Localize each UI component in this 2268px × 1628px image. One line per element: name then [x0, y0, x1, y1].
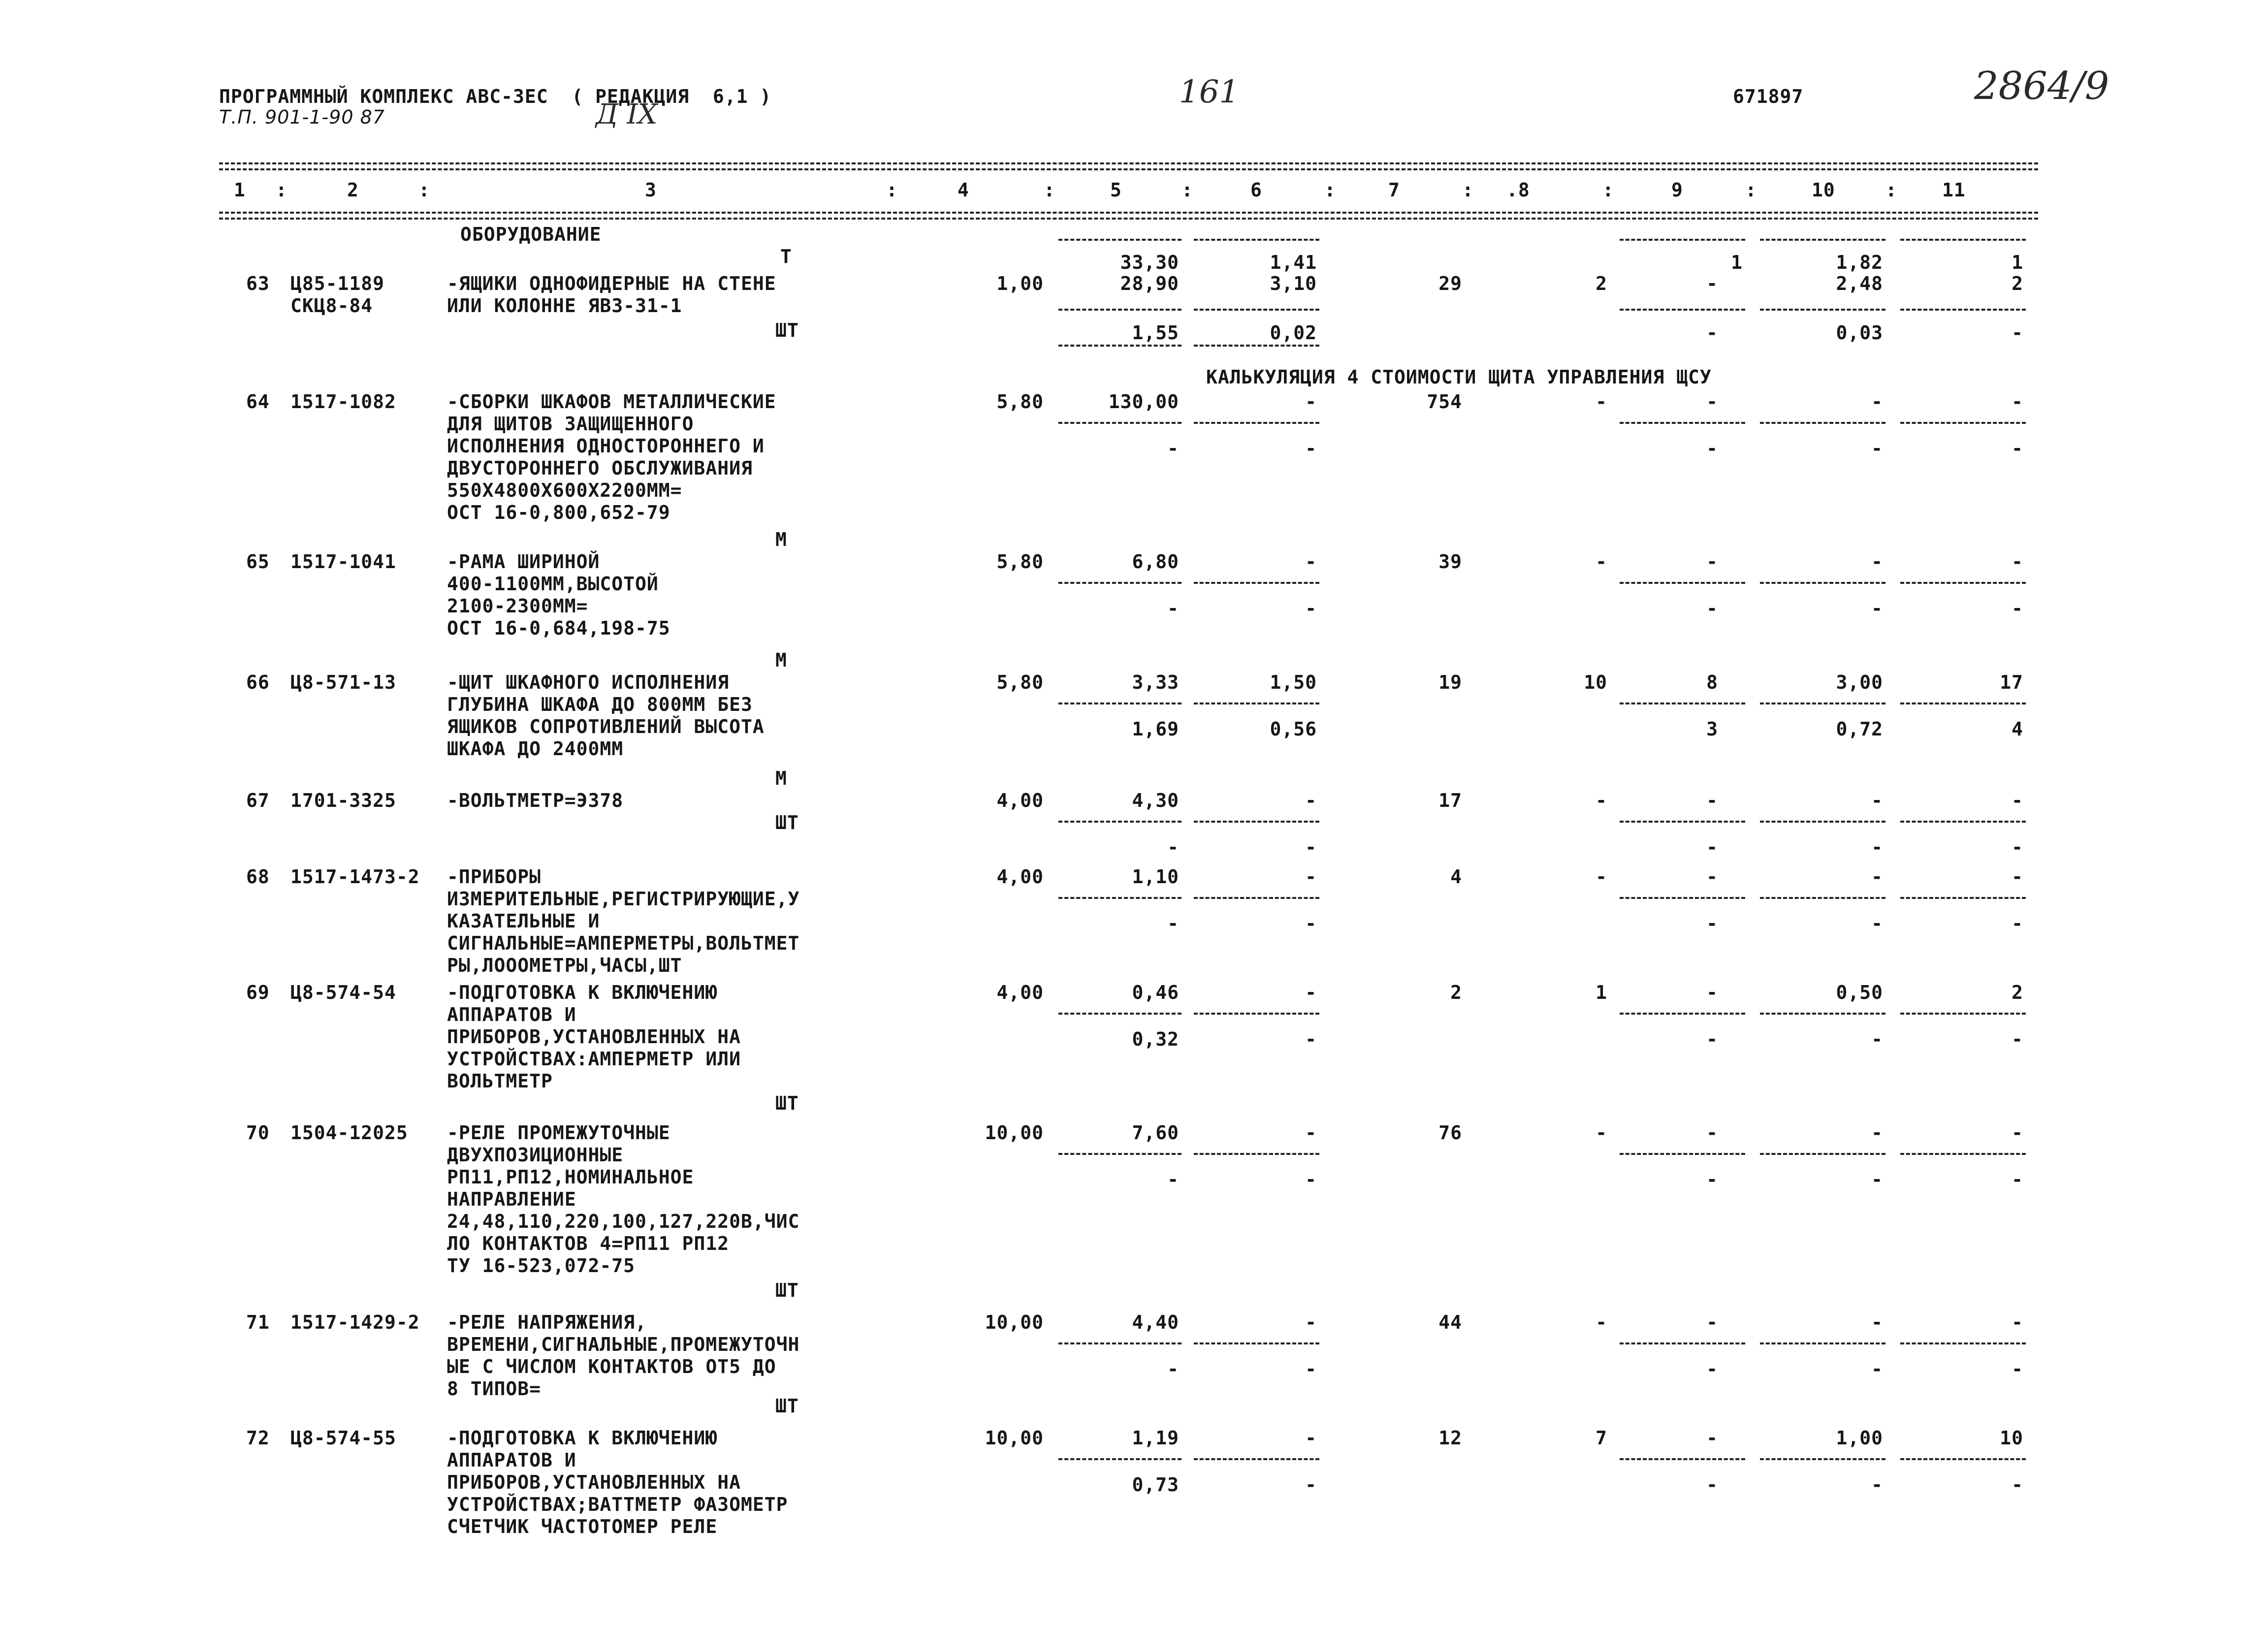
seg [1620, 1013, 1745, 1015]
cell-c5: 4,40 [1132, 1311, 1179, 1333]
cell-c5-sub: - [1167, 836, 1179, 858]
cell-c9: - [1706, 391, 1718, 413]
cell-c5-sub: - [1167, 438, 1179, 459]
seg [1900, 1013, 2026, 1015]
cell-c9-sub: - [1706, 322, 1718, 344]
cell-c5: 1,10 [1132, 866, 1179, 888]
row-desc: ГЛУБИНА ШКАФА ДО 800ММ БЕЗ [447, 694, 753, 715]
seg [1900, 821, 2026, 823]
row-desc: ЯЩИКОВ СОПРОТИВЛЕНИЙ ВЫСОТА [447, 716, 765, 737]
seg [1620, 1153, 1745, 1155]
row-desc: ДЛЯ ЩИТОВ ЗАЩИЩЕННОГО [447, 413, 694, 435]
cell-c10-sub: - [1871, 1028, 1883, 1050]
header-rule-top [219, 162, 2038, 164]
row-desc: ШКАФА ДО 2400ММ [447, 738, 624, 760]
cell-c11-sub: - [2012, 1474, 2023, 1496]
row-desc: ИЛИ КОЛОННЕ ЯВЗ-31-1 [447, 295, 682, 317]
cell-c6: 1,50 [1270, 671, 1317, 693]
cell-c8: - [1596, 391, 1607, 413]
seg [1058, 1342, 1182, 1344]
seg [1194, 702, 1319, 704]
col-sep: : [886, 179, 898, 201]
cell-c6: - [1305, 391, 1317, 413]
cell-c10-sub: - [1871, 598, 1883, 619]
cell-c6: - [1305, 1311, 1317, 1333]
cell-c5-sub: 0,73 [1132, 1474, 1179, 1496]
cell-c11: - [2012, 866, 2023, 888]
cell-c5-sub: 1,55 [1132, 322, 1179, 344]
row-code: 1517-1429-2 [290, 1311, 420, 1333]
row-code: Ц8-574-54 [290, 982, 396, 1003]
cell-c10: 2,48 [1836, 273, 1883, 294]
cell-c11: - [2012, 790, 2023, 811]
header-rule-bottom [219, 212, 2038, 214]
cell-qty: 4,00 [996, 866, 1044, 888]
cell-c11-sub: - [2012, 438, 2023, 459]
header-rule-bottom-2 [219, 218, 2038, 220]
cell-c9: - [1706, 1427, 1718, 1449]
seg [1058, 1458, 1182, 1460]
row-code: Ц8-571-13 [290, 671, 396, 693]
row-code: Ц85-1189 [290, 273, 385, 294]
row-desc: ВРЕМЕНИ,СИГНАЛЬНЫЕ,ПРОМЕЖУТОЧН [447, 1334, 800, 1355]
seg [1058, 582, 1182, 584]
row-desc: КАЗАТЕЛЬНЫЕ И [447, 910, 600, 932]
row-desc: -РАМА ШИРИНОЙ [447, 551, 600, 573]
col-sep: : [276, 179, 287, 201]
seg [1760, 897, 1885, 899]
row-desc: ЛО КОНТАКТОВ 4=РП11 РП12 [447, 1233, 730, 1254]
row-code: 1517-1082 [290, 391, 396, 413]
cell-c6: - [1305, 982, 1317, 1003]
seg [1900, 582, 2026, 584]
col-sep: : [1044, 179, 1055, 201]
cell-c6-sub: - [1305, 598, 1317, 619]
cell-c7: 76 [1438, 1122, 1462, 1144]
cell-c6: - [1305, 1122, 1317, 1144]
row-desc: 550Х4800Х600Х2200ММ= [447, 479, 682, 501]
row-desc: -ПРИБОРЫ [447, 866, 542, 888]
cell-qty: 5,80 [996, 671, 1044, 693]
cell-c6-sub: - [1305, 1028, 1317, 1050]
cell-c7: 4 [1450, 866, 1462, 888]
cell-c7: 2 [1450, 982, 1462, 1003]
cell-c10-sub: - [1871, 1358, 1883, 1380]
seg [1194, 422, 1319, 424]
cell-c5-sub: - [1167, 1358, 1179, 1380]
row-code: 1701-3325 [290, 790, 396, 811]
cell-c6-sub: 0,02 [1270, 322, 1317, 344]
row-number: 72 [246, 1427, 270, 1449]
row-desc: ПРИБОРОВ,УСТАНОВЛЕННЫХ НА [447, 1026, 741, 1048]
seg [1620, 582, 1745, 584]
row-desc: НАПРАВЛЕНИЕ [447, 1188, 576, 1210]
seg [1900, 1458, 2026, 1460]
cell-c10-sub: 0,03 [1836, 322, 1883, 344]
cell-qty: 1,00 [996, 273, 1044, 294]
seg [1760, 239, 1885, 241]
seg [1620, 897, 1745, 899]
cell-c9-sub: 3 [1706, 718, 1718, 740]
row-desc: -ЩИТ ШКАФНОГО ИСПОЛНЕНИЯ [447, 671, 730, 693]
row-desc: ДВУХПОЗИЦИОННЫЕ [447, 1144, 624, 1166]
seg [1620, 1458, 1745, 1460]
cell-c5: 6,80 [1132, 551, 1179, 573]
cell-c11: 10 [2000, 1427, 2023, 1449]
header-rule-top-2 [219, 168, 2038, 170]
row-number: 71 [246, 1311, 270, 1333]
cell-c10-sub: - [1871, 1169, 1883, 1190]
cell-qty: 4,00 [996, 790, 1044, 811]
cell-c6: - [1305, 790, 1317, 811]
cell-c11-sub: - [2012, 913, 2023, 934]
row-desc: ПРИБОРОВ,УСТАНОВЛЕННЫХ НА [447, 1471, 741, 1493]
sheet-mark: 2864/9 [1974, 64, 2109, 108]
cell-c11-sub: - [2012, 598, 2023, 619]
cell-c9: - [1706, 1311, 1718, 1333]
cell-qty: 5,80 [996, 551, 1044, 573]
seg [1900, 702, 2026, 704]
cell-c11-sub: - [2012, 836, 2023, 858]
row-unit: М [775, 649, 787, 671]
cell-c9: 8 [1706, 671, 1718, 693]
cell-c5-sub: - [1167, 1169, 1179, 1190]
seg [1058, 239, 1182, 241]
seg [1760, 1013, 1885, 1015]
row-desc: 8 ТИПОВ= [447, 1378, 542, 1400]
cell-c6-sub: - [1305, 913, 1317, 934]
cell-c11-sub: - [2012, 1358, 2023, 1380]
seg [1194, 897, 1319, 899]
row-number: 67 [246, 790, 270, 811]
project-number: Т.П. 901-1-90 87 [219, 106, 385, 128]
cell-c8: - [1596, 866, 1607, 888]
cell-c5: 1,19 [1132, 1427, 1179, 1449]
row-desc: ТУ 16-523,072-75 [447, 1255, 636, 1277]
cell-c5-sub: 1,69 [1132, 718, 1179, 740]
row-desc: -РЕЛЕ ПРОМЕЖУТОЧНЫЕ [447, 1122, 671, 1144]
cell-c6: 3,10 [1270, 273, 1317, 294]
cell-c6: - [1305, 551, 1317, 573]
cell-c10: 1,00 [1836, 1427, 1883, 1449]
seg [1194, 1458, 1319, 1460]
col-3: 3 [645, 179, 657, 201]
cell-c10-sub: - [1871, 836, 1883, 858]
cell-c9-sub: - [1706, 1169, 1718, 1190]
row-number: 65 [246, 551, 270, 573]
col-6: 6 [1250, 179, 1262, 201]
cell-c10: - [1871, 391, 1883, 413]
cell-c9-top: 1 [1731, 252, 1743, 273]
cell-c5: 3,33 [1132, 671, 1179, 693]
cell-c6-sub: - [1305, 836, 1317, 858]
cell-c8: - [1596, 551, 1607, 573]
seg [1194, 582, 1319, 584]
cell-c5: 130,00 [1108, 391, 1179, 413]
cell-c6-sub: - [1305, 438, 1317, 459]
seg [1620, 702, 1745, 704]
row-desc: 2100-2300ММ= [447, 595, 588, 617]
row-unit: ШТ [775, 1092, 799, 1114]
cell-c8: - [1596, 1122, 1607, 1144]
row-code: 1517-1041 [290, 551, 396, 573]
cell-c11: - [2012, 1311, 2023, 1333]
cell-c10: 0,50 [1836, 982, 1883, 1003]
row-code: Ц8-574-55 [290, 1427, 396, 1449]
seg [1760, 821, 1885, 823]
col-10: 10 [1812, 179, 1835, 201]
seg [1194, 1013, 1319, 1015]
seg [1900, 897, 2026, 899]
row-desc: УСТРОЙСТВАХ:АМПЕРМЕТР ИЛИ [447, 1048, 741, 1070]
calculation-note: КАЛЬКУЛЯЦИЯ 4 СТОИМОСТИ ЩИТА УПРАВЛЕНИЯ ЩСУ [1206, 366, 1712, 388]
cell-c5: 4,30 [1132, 790, 1179, 811]
col-4: 4 [958, 179, 969, 201]
cell-c9: - [1706, 1122, 1718, 1144]
cell-qty: 4,00 [996, 982, 1044, 1003]
cell-c8: 1 [1596, 982, 1607, 1003]
cell-c9-sub: - [1706, 598, 1718, 619]
unit-prefix: Т [780, 246, 792, 267]
seg [1620, 821, 1745, 823]
cell-c9: - [1706, 551, 1718, 573]
cell-c6-sub: - [1305, 1358, 1317, 1380]
row-unit: М [775, 529, 787, 550]
seg [1760, 1342, 1885, 1344]
seg [1760, 582, 1885, 584]
row-desc: -ВОЛЬТМЕТР=Э378 [447, 790, 624, 811]
cell-c10: - [1871, 551, 1883, 573]
cell-c9: - [1706, 273, 1718, 294]
row-desc: -СБОРКИ ШКАФОВ МЕТАЛЛИЧЕСКИЕ [447, 391, 776, 413]
seg [1058, 345, 1182, 347]
row-desc: -РЕЛЕ НАПРЯЖЕНИЯ, [447, 1311, 647, 1333]
col-8: .8 [1506, 179, 1530, 201]
seg [1058, 702, 1182, 704]
seg [1194, 821, 1319, 823]
handwritten-mark: Д IX [596, 98, 658, 130]
row-desc: ДВУСТОРОННЕГО ОБСЛУЖИВАНИЯ [447, 457, 753, 479]
row-desc: АППАРАТОВ И [447, 1449, 576, 1471]
seg [1620, 239, 1745, 241]
seg [1058, 1013, 1182, 1015]
cell-c11: - [2012, 391, 2023, 413]
cell-c7: 44 [1438, 1311, 1462, 1333]
cell-c11-top: 1 [2012, 252, 2023, 273]
row-unit: ШТ [775, 319, 799, 341]
cell-c8: 7 [1596, 1427, 1607, 1449]
cell-qty: 5,80 [996, 391, 1044, 413]
row-desc: АППАРАТОВ И [447, 1004, 576, 1025]
col-sep: : [1324, 179, 1336, 201]
document-code: 671897 [1733, 86, 1804, 107]
seg [1900, 239, 2026, 241]
seg [1058, 309, 1182, 311]
cell-c9: - [1706, 790, 1718, 811]
seg [1058, 422, 1182, 424]
cell-c10-sub: - [1871, 438, 1883, 459]
seg [1058, 1153, 1182, 1155]
cell-c11: - [2012, 1122, 2023, 1144]
row-number: 66 [246, 671, 270, 693]
cell-c10: 3,00 [1836, 671, 1883, 693]
page-number: 161 [1179, 74, 1240, 110]
cell-c10-top: 1,82 [1836, 252, 1883, 273]
cell-c7: 19 [1438, 671, 1462, 693]
row-number: 64 [246, 391, 270, 413]
row-desc: -ЯЩИКИ ОДНОФИДЕРНЫЕ НА СТЕНЕ [447, 273, 776, 294]
row-unit: ШТ [775, 1279, 799, 1301]
row-desc: 400-1100ММ,ВЫСОТОЙ [447, 573, 659, 595]
row-unit: ШТ [775, 812, 799, 833]
row-desc: РП11,РП12,НОМИНАЛЬНОЕ [447, 1166, 694, 1188]
seg [1760, 422, 1885, 424]
cell-c6: - [1305, 866, 1317, 888]
row-unit: ШТ [775, 1395, 799, 1417]
row-desc: ВОЛЬТМЕТР [447, 1070, 553, 1092]
col-sep: : [1885, 179, 1897, 201]
cell-c6-sub: 0,56 [1270, 718, 1317, 740]
cell-c5: 0,46 [1132, 982, 1179, 1003]
cell-c5: 7,60 [1132, 1122, 1179, 1144]
cell-c11: 2 [2012, 273, 2023, 294]
row-desc: СЧЕТЧИК ЧАСТОТОМЕР РЕЛЕ [447, 1516, 718, 1537]
section-heading: ОБОРУДОВАНИЕ [460, 223, 602, 245]
cell-c11: 17 [2000, 671, 2023, 693]
cell-c6: - [1305, 1427, 1317, 1449]
cell-c10: - [1871, 790, 1883, 811]
row-number: 70 [246, 1122, 270, 1144]
cell-c10-sub: 0,72 [1836, 718, 1883, 740]
cell-c7: 17 [1438, 790, 1462, 811]
cell-c11-sub: - [2012, 1028, 2023, 1050]
seg [1760, 1153, 1885, 1155]
cell-qty: 10,00 [985, 1122, 1044, 1144]
cell-c11-sub: - [2012, 1169, 2023, 1190]
cell-c6-sub: - [1305, 1169, 1317, 1190]
cell-c6-top: 1,41 [1270, 252, 1317, 273]
col-5: 5 [1110, 179, 1122, 201]
row-desc: ЫЕ С ЧИСЛОМ КОНТАКТОВ ОТ5 ДО [447, 1356, 776, 1377]
cell-c9-sub: - [1706, 836, 1718, 858]
row-code: 1517-1473-2 [290, 866, 420, 888]
seg [1058, 821, 1182, 823]
cell-c5-top: 33,30 [1120, 252, 1179, 273]
row-desc: -ПОДГОТОВКА К ВКЛЮЧЕНИЮ [447, 982, 718, 1003]
row-desc: 24,48,110,220,100,127,220В,ЧИС [447, 1211, 800, 1232]
seg [1760, 1458, 1885, 1460]
row-number: 63 [246, 273, 270, 294]
col-1: 1 [234, 179, 246, 201]
seg [1900, 422, 2026, 424]
seg [1194, 239, 1319, 241]
cell-c9-sub: - [1706, 438, 1718, 459]
program-title: ПРОГРАММНЫЙ КОМПЛЕКС АВС-ЗЕС ( РЕДАКЦИЯ 6,1 ) [219, 86, 772, 107]
seg [1900, 1342, 2026, 1344]
cell-c10-sub: - [1871, 913, 1883, 934]
cell-c8: 2 [1596, 273, 1607, 294]
cell-c5: 28,90 [1120, 273, 1179, 294]
cell-c9-sub: - [1706, 1028, 1718, 1050]
seg [1194, 309, 1319, 311]
cell-c10: - [1871, 1122, 1883, 1144]
cell-c11-sub: - [2012, 322, 2023, 344]
cell-c7: 39 [1438, 551, 1462, 573]
cell-c7: 754 [1427, 391, 1462, 413]
cell-c8: - [1596, 1311, 1607, 1333]
row-code-2: СКЦ8-84 [290, 295, 373, 317]
row-desc: ОСТ 16-0,800,652-79 [447, 502, 671, 523]
cell-c5-sub: 0,32 [1132, 1028, 1179, 1050]
row-number: 68 [246, 866, 270, 888]
cell-c9: - [1706, 982, 1718, 1003]
seg [1900, 309, 2026, 311]
col-sep: : [1745, 179, 1757, 201]
row-desc: СИГНАЛЬНЫЕ=АМПЕРМЕТРЫ,ВОЛЬТМЕТ [447, 932, 800, 954]
col-7: 7 [1388, 179, 1400, 201]
cell-qty: 10,00 [985, 1427, 1044, 1449]
cell-c9: - [1706, 866, 1718, 888]
seg [1194, 1342, 1319, 1344]
row-desc: РЫ,ЛОООМЕТРЫ,ЧАСЫ,ШТ [447, 955, 682, 976]
col-2: 2 [347, 179, 359, 201]
seg [1194, 1153, 1319, 1155]
cell-c11-sub: 4 [2012, 718, 2023, 740]
row-code: 1504-12025 [290, 1122, 408, 1144]
cell-c5-sub: - [1167, 913, 1179, 934]
row-unit: М [775, 767, 787, 789]
row-desc: -ПОДГОТОВКА К ВКЛЮЧЕНИЮ [447, 1427, 718, 1449]
cell-c6-sub: - [1305, 1474, 1317, 1496]
cell-c7: 29 [1438, 273, 1462, 294]
col-11: 11 [1942, 179, 1966, 201]
seg [1194, 345, 1319, 347]
seg [1900, 1153, 2026, 1155]
cell-c8: 10 [1584, 671, 1607, 693]
row-desc: УСТРОЙСТВАХ;ВАТТМЕТР ФАЗОМЕТР [447, 1494, 788, 1515]
cell-c10: - [1871, 1311, 1883, 1333]
seg [1620, 1342, 1745, 1344]
cell-c9-sub: - [1706, 1358, 1718, 1380]
cell-c11: - [2012, 551, 2023, 573]
row-desc: ОСТ 16-0,684,198-75 [447, 617, 671, 639]
cell-c9-sub: - [1706, 913, 1718, 934]
cell-c9-sub: - [1706, 1474, 1718, 1496]
row-number: 69 [246, 982, 270, 1003]
cell-qty: 10,00 [985, 1311, 1044, 1333]
seg [1058, 897, 1182, 899]
row-desc: ИЗМЕРИТЕЛЬНЫЕ,РЕГИСТРИРУЮЩИЕ,У [447, 888, 800, 910]
seg [1620, 422, 1745, 424]
col-9: 9 [1671, 179, 1683, 201]
cell-c7: 12 [1438, 1427, 1462, 1449]
col-sep: : [1182, 179, 1193, 201]
col-sep: : [1462, 179, 1474, 201]
cell-c10: - [1871, 866, 1883, 888]
cell-c10-sub: - [1871, 1474, 1883, 1496]
seg [1620, 309, 1745, 311]
col-sep: : [1602, 179, 1614, 201]
seg [1760, 702, 1885, 704]
seg [1760, 309, 1885, 311]
cell-c5-sub: - [1167, 598, 1179, 619]
row-desc: ИСПОЛНЕНИЯ ОДНОСТОРОННЕГО И [447, 435, 765, 457]
col-sep: : [418, 179, 430, 201]
cell-c8: - [1596, 790, 1607, 811]
cell-c11: 2 [2012, 982, 2023, 1003]
